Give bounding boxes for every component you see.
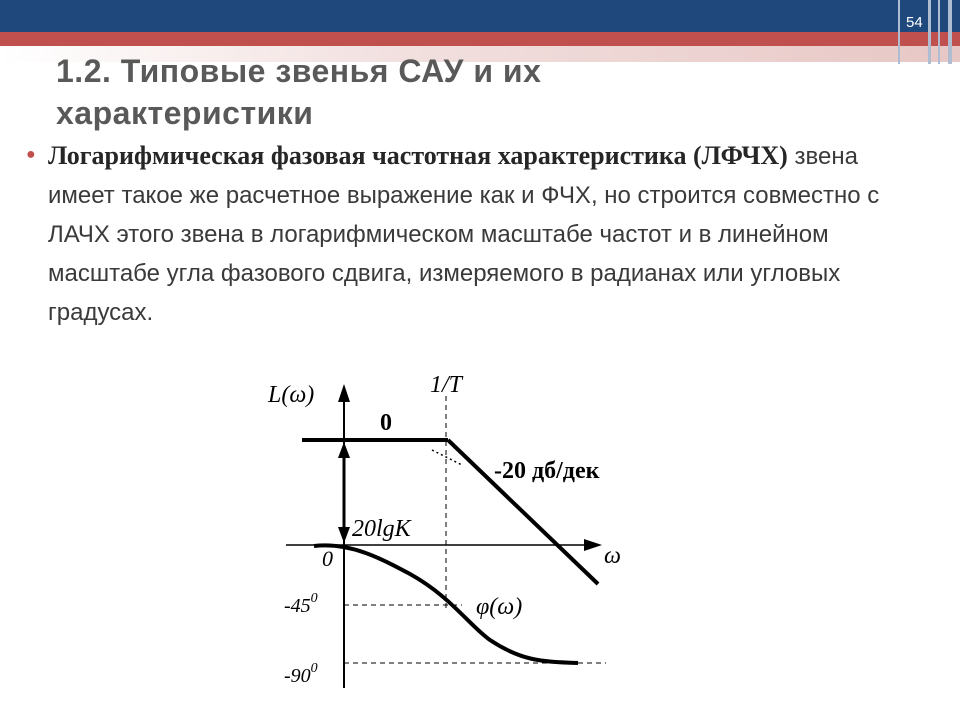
header-bar xyxy=(0,0,960,32)
slope-label: -20 дб/дек xyxy=(494,458,600,484)
minus90-label: $-90^0$ xyxy=(284,661,318,687)
gain-arrow-top-icon xyxy=(338,442,350,458)
term-bold: Логарифмическая фазовая частотная характеристика (ЛФЧХ) xyxy=(48,141,788,170)
body-paragraph xyxy=(48,136,928,332)
phase-curve-label: φ(ω) xyxy=(476,594,523,620)
x-axis-label: ω xyxy=(604,543,621,569)
zero-slope-label: 0 xyxy=(380,410,392,436)
bullet-icon: ● xyxy=(26,146,36,163)
gain-label: 20lgK xyxy=(352,516,411,542)
lfchh-diagram xyxy=(0,360,700,720)
minus45-label: $-45^0$ xyxy=(284,591,318,617)
header-stripe xyxy=(0,32,960,46)
x-axis-arrow-icon xyxy=(584,539,602,551)
term-description: звена имеет такое же расчетное выражение как и ФЧХ, но строится совместно с ЛАЧХ этого звена в логарифмическом масштабе частот и в линейном масштабе угла фазового сдвига, измеряемого в радианах или угловых градусах. xyxy=(48,143,880,326)
slide-title: 1.2. Типовые звенья САУ и их характеристики xyxy=(56,53,542,131)
header-decoration xyxy=(888,0,960,64)
origin-label: 0 xyxy=(322,546,333,571)
y-axis-label: L(ω) xyxy=(268,382,315,408)
y-axis-arrow-icon xyxy=(338,384,350,402)
asymptote-dots xyxy=(432,450,462,465)
corner-freq-label: 1/T xyxy=(430,372,463,398)
page-number: 54 xyxy=(906,14,923,31)
gain-arrow-bottom-icon xyxy=(338,527,350,543)
